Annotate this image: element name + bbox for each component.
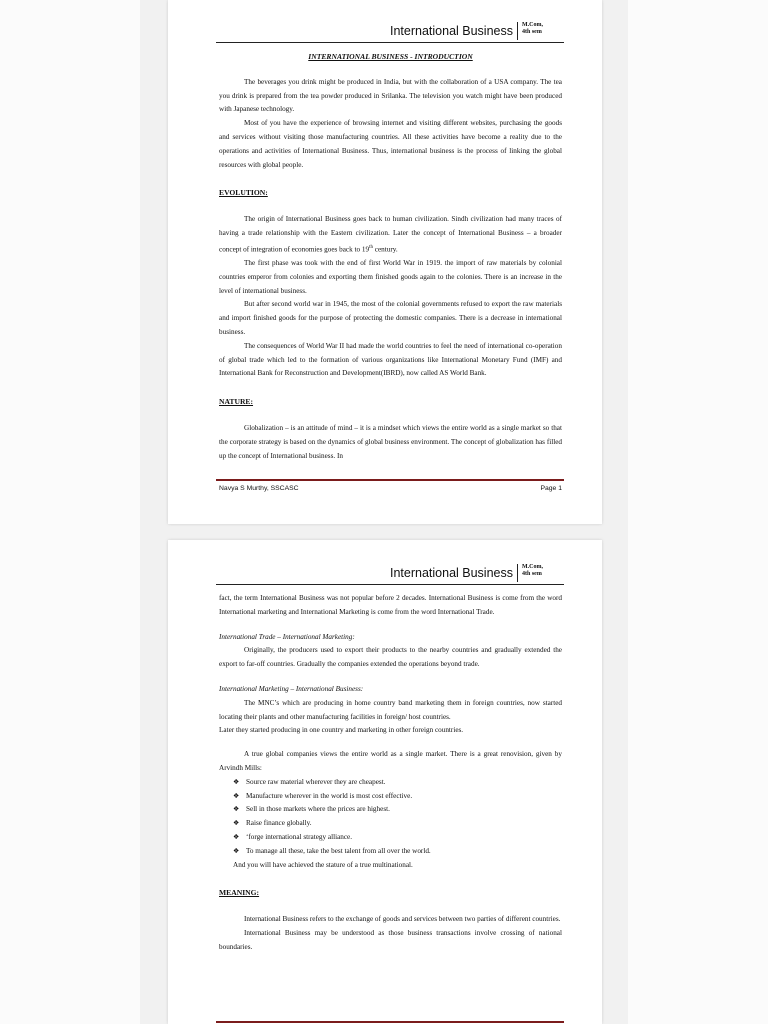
paragraph: The first phase was took with the end of first World War in 1919. the import of raw materials by colonial countries emperor from colonies and exporting them finished goods again to the colonies. There is an increase in the level of international business. [219,258,562,295]
bullet-icon: ❖ [233,805,240,814]
list-item [233,817,562,831]
paragraph: Originally, the producers used to export their products to the nearby countries and gradually extended the export to far-off countries. Gradually the companies extended the operations beyond trade. [219,646,562,669]
paragraph: International Business refers to the exchange of goods and services between two parties of different countries. [244,915,561,924]
document-page-2 [168,540,602,1024]
subheading: International Marketing – International Business: [219,684,364,693]
list-item-text: Source raw material wherever they are cheapest. [246,777,386,786]
bullet-icon: ❖ [233,819,240,828]
document-page-1 [168,0,602,524]
bullet-list [219,776,562,859]
paragraph: The beverages you drink might be produced in India, but with the collaboration of a USA company. The tea you drink is prepared from the tea powder produced in Srilanka. The television you watch might have been produced with Japanese technology. [219,77,562,114]
paragraph: And you will have achieved the stature of a true multinational. [233,860,413,869]
list-item [233,831,562,845]
header-semester [522,564,562,578]
paragraph: But after second world war in 1945, the most of the colonial governments refused to export the raw materials and import finished goods for the purpose of protecting the domestic companies. There is a decrease in international business. [219,300,562,336]
footer-rule [216,1021,564,1023]
footer-rule [216,479,564,481]
paragraph: The MNC’s which are producing in home country band marketing them in foreign countries, now started locating their plants and other manufacturing facilities in foreign/ host countries. [219,698,562,721]
right-margin [628,0,768,1024]
bullet-icon: ❖ [233,846,240,855]
page-body [219,592,562,955]
page-body [219,50,562,463]
section-heading-nature: NATURE: [219,397,254,407]
section-heading-meaning: MEANING: [219,888,260,898]
text-run: century. [372,245,398,254]
list-item-text: Sell in those markets where the prices are highest. [246,805,390,814]
left-margin [0,0,140,1024]
header-title: International Business [390,564,518,582]
page-number: Page 1 [540,485,562,492]
page-footer [219,485,562,492]
paragraph: International Business may be understood as those business transactions involve crossing of national boundaries. [219,928,562,951]
header-course: M.Com, [522,564,543,570]
header-sem: 4th sem [522,29,542,35]
text-run: The origin of International Business goes back to human civilization. Sindh civilization had many traces of having a trade relationship with the Eastern civilization. Later the concept of International Business – a broader concept of integration of economies goes back to 19 [219,215,562,254]
page-header [216,562,564,585]
superscript: th [369,244,373,250]
subheading: International Trade – International Marketing: [219,632,355,641]
paragraph: A true global companies views the entire world as a single market. There is a great renovision, given by Arvindh Mills: [219,750,562,772]
header-sem: 4th sem [522,571,542,577]
paragraph: Later they started producing in one country and marketing in other foreign countries. [219,726,464,735]
section-heading-evolution: EVOLUTION: [219,188,268,198]
paragraph [219,213,562,257]
list-item [233,803,562,817]
list-item-text: ‘forge international strategy alliance. [246,832,353,841]
paragraph: Globalization – is an attitude of mind – it is a mindset which views the entire world as a single market so that the corporate strategy is based on the dynamics of global business environment. The concept of globalization has filled up the concept of International business. In [219,423,562,460]
paragraph: Most of you have the experience of browsing internet and visiting different websites, purchasing the goods and services without visiting those manufacturing countries. All these activities have become a reality due to the operations and activities of International Business. Thus, international business is the process of linking the global resources with global people. [219,119,562,169]
list-item-text: Manufacture wherever in the world is most cost effective. [246,791,413,800]
bullet-icon: ❖ [233,777,240,786]
header-title: International Business [390,22,518,40]
list-item-text: To manage all these, take the best talent from all over the world. [246,846,431,855]
header-course: M.Com, [522,22,543,28]
document-title: INTERNATIONAL BUSINESS - INTRODUCTION [308,52,473,61]
paragraph: fact, the term International Business was not popular before 2 decades. International Business is come from the word International marketing and International Marketing is come from the word International Trade. [219,594,562,616]
header-semester [522,22,562,36]
list-item [233,790,562,804]
list-item [233,776,562,790]
list-item [233,845,562,859]
page-header [216,20,564,43]
footer-author: Navya S Murthy, SSCASC [219,485,299,492]
list-item-text: Raise finance globally. [246,819,312,828]
paragraph: The consequences of World War II had made the world countries to feel the need of international co-operation of global trade which led to the formation of various organizations like International Monetary Fund (IMF) and International Bank for Reconstruction and Development(IBRD), now called AS World Bank. [219,341,562,378]
bullet-icon: ❖ [233,791,240,800]
bullet-icon: ❖ [233,832,240,841]
